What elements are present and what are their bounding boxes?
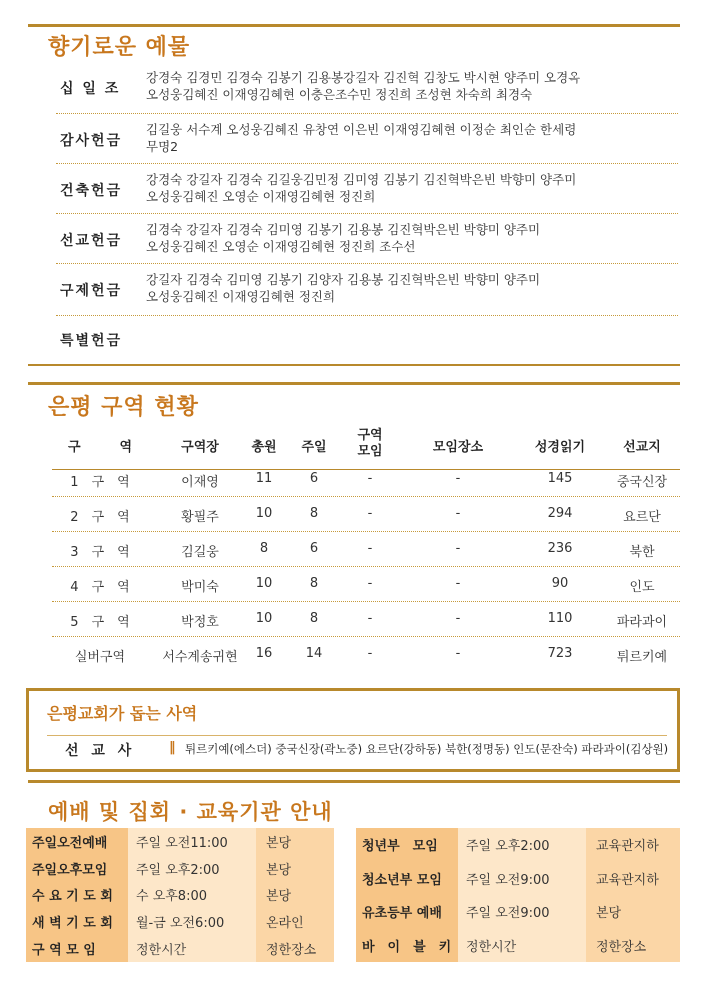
worship-place: 교육관지하: [586, 828, 680, 862]
worship-table-right: [356, 828, 680, 962]
mission-text: 튀르키예(에스더) 중국신장(곽노중) 요르단(강하동) 북한(정명동) 인도(문잔숙) 파라과이(김상원): [185, 742, 669, 756]
district-cell-bible: 90: [551, 576, 569, 591]
offering-label: 십 일 조: [60, 81, 121, 97]
worship-row: [356, 828, 680, 862]
worship-time: 주일 오전9:00: [458, 895, 586, 929]
mission-box: [26, 688, 680, 772]
district-cell-bible: 145: [547, 471, 573, 486]
worship-row: [26, 855, 334, 882]
district-cell-meeting: -: [367, 646, 373, 661]
worship-time: 수 오후8:00: [128, 882, 256, 909]
district-cell-district: 2 구 역: [70, 510, 130, 525]
worship-row: [356, 929, 680, 963]
district-cell-district: 1 구 역: [70, 475, 130, 490]
district-cell-sunday: 14: [305, 646, 323, 661]
district-cell-leader: 황필주: [181, 510, 219, 525]
district-cell-district: 5 구 역: [70, 615, 130, 630]
worship-time: 정한시간: [458, 929, 586, 963]
worship-time: 주일 오전9:00: [458, 862, 586, 896]
district-cell-leader: 이재영: [181, 475, 219, 490]
district-cell-leader: 김길웅: [181, 545, 219, 560]
worship-label: 수 요 기 도 회: [26, 882, 128, 909]
district-cell-district: 실버구역: [74, 650, 126, 665]
district-cell-meeting: -: [367, 506, 373, 521]
district-cell-sunday: 8: [309, 506, 319, 521]
mission-title: 은평교회가 돕는 사역: [47, 704, 198, 723]
worship-label: 유초등부 예배: [356, 895, 458, 929]
district-cell-total: 10: [255, 576, 273, 591]
worship-time: 주일 오전11:00: [128, 828, 256, 855]
worship-time: 정한시간: [128, 935, 256, 962]
worship-row: [26, 908, 334, 935]
offering-names-line: 강경숙 강길자 김경숙 김길웅김민정 김미영 김봉기 김진혁박은빈 박향미 양주미: [146, 172, 577, 187]
header-place: 모임장소: [432, 440, 484, 455]
district-cell-mission: 중국신장: [616, 475, 668, 490]
district-cell-place: -: [455, 646, 461, 661]
offering-row: [56, 114, 678, 164]
district-cell-place: -: [455, 471, 461, 486]
header-bible: 성경읽기: [534, 440, 586, 455]
district-cell-place: -: [455, 541, 461, 556]
worship-row: [26, 935, 334, 962]
district-cell-sunday: 8: [309, 611, 319, 626]
worship-place: 교육관지하: [586, 862, 680, 896]
worship-label: 구 역 모 임: [26, 935, 128, 962]
offering-names: [146, 221, 666, 255]
offering-label: 구제헌금: [60, 283, 123, 299]
worship-time: 주일 오후2:00: [128, 855, 256, 882]
worship-row: [356, 895, 680, 929]
offering-names: [146, 271, 666, 305]
district-cell-meeting: -: [367, 471, 373, 486]
district-cell-mission: 인도: [629, 580, 655, 595]
offering-row: [56, 316, 678, 362]
district-cell-total: 11: [255, 471, 273, 486]
offering-names: [146, 69, 666, 103]
district-cell-mission: 북한: [629, 545, 655, 560]
district-row: [52, 637, 680, 672]
worship-row: [26, 828, 334, 855]
section-rule: [28, 382, 680, 385]
district-cell-leader: 박정호: [181, 615, 219, 630]
district-row: [52, 462, 680, 497]
offerings-title: 향기로운 예물: [48, 35, 191, 60]
district-cell-place: -: [455, 506, 461, 521]
district-cell-bible: 723: [547, 646, 573, 661]
header-meeting-a: 구역: [357, 428, 383, 443]
worship-place: 본당: [586, 895, 680, 929]
district-cell-sunday: 8: [309, 576, 319, 591]
offering-label: 건축헌금: [60, 183, 123, 199]
district-cell-bible: 236: [547, 541, 573, 556]
header-mission: 선교지: [623, 440, 661, 455]
offering-row: [56, 62, 678, 114]
worship-time: 주일 오후2:00: [458, 828, 586, 862]
offering-label: 특별헌금: [60, 333, 123, 349]
district-cell-total: 10: [255, 611, 273, 626]
worship-label: 새 벽 기 도 회: [26, 908, 128, 935]
district-cell-meeting: -: [367, 576, 373, 591]
district-cell-meeting: -: [367, 541, 373, 556]
district-cell-district: 3 구 역: [70, 545, 130, 560]
offering-names-line: 오성웅김혜진 이재영김혜현 정진희: [146, 289, 336, 304]
districts-title: 은평 구역 현황: [48, 395, 199, 420]
worship-place: 온라인: [256, 908, 334, 935]
offering-names: [146, 121, 666, 155]
district-cell-mission: 요르단: [623, 510, 661, 525]
worship-place: 본당: [256, 828, 334, 855]
header-leader: 구역장: [181, 440, 219, 455]
worship-label: 청년부 모임: [356, 828, 458, 862]
offering-names-line: 강경숙 김경민 김경숙 김봉기 김용봉강길자 김진혁 김창도 박시현 양주미 오경옥: [146, 70, 581, 85]
worship-label: 주일오후모임: [26, 855, 128, 882]
district-cell-mission: 튀르키예: [616, 650, 668, 665]
district-cell-place: -: [455, 611, 461, 626]
offering-label: 감사헌금: [60, 133, 123, 149]
district-cell-leader: 박미숙: [181, 580, 219, 595]
district-row: [52, 567, 680, 602]
offering-names-line: 김길웅 서수계 오성웅김혜진 유창연 이은빈 이재영김혜현 이정순 최인순 한세령: [146, 122, 577, 137]
worship-table-left: [26, 828, 334, 962]
section-rule: [28, 364, 680, 366]
mission-label: 선 교 사: [65, 743, 136, 759]
worship-row: [356, 862, 680, 896]
district-cell-sunday: 6: [309, 541, 319, 556]
offering-names-line: 오성웅김혜진 오영순 이재영김혜현 정진희: [146, 189, 376, 204]
district-cell-meeting: -: [367, 611, 373, 626]
offering-row: [56, 264, 678, 316]
district-cell-leader: 서수계송귀현: [162, 650, 238, 665]
mission-separator: ‖: [169, 740, 176, 755]
offering-names-line: 오성웅김혜진 오영순 이재영김혜현 정진희 조수선: [146, 239, 416, 254]
district-cell-total: 10: [255, 506, 273, 521]
district-cell-total: 16: [255, 646, 273, 661]
worship-title: 예배 및 집회 · 교육기관 안내: [48, 800, 333, 824]
worship-label: 주일오전예배: [26, 828, 128, 855]
worship-row: [26, 882, 334, 909]
worship-time: 월-금 오전6:00: [128, 908, 256, 935]
header-district: 구 역: [67, 440, 133, 455]
mission-line: [47, 735, 667, 757]
offering-names-line: 강길자 김경숙 김미영 김봉기 김양자 김용봉 김진혁박은빈 박향미 양주미: [146, 272, 541, 287]
worship-place: 정한장소: [256, 935, 334, 962]
district-cell-district: 4 구 역: [70, 580, 130, 595]
offering-row: [56, 214, 678, 264]
district-cell-total: 8: [259, 541, 269, 556]
district-row: [52, 532, 680, 567]
offering-names-line: 무명2: [146, 139, 179, 154]
district-cell-bible: 294: [547, 506, 573, 521]
worship-label: 바 이 블 키: [356, 929, 458, 963]
worship-label: 청소년부 모임: [356, 862, 458, 896]
offering-row: [56, 164, 678, 214]
section-rule: [28, 780, 680, 783]
header-sunday: 주일: [301, 440, 327, 455]
offering-names-line: 오성웅김혜진 이재영김혜현 이충은조수민 정진희 조성현 차숙희 최경숙: [146, 87, 533, 102]
offering-names: [146, 171, 666, 205]
worship-place: 본당: [256, 882, 334, 909]
district-row: [52, 497, 680, 532]
worship-place: 본당: [256, 855, 334, 882]
offering-names-line: 김경숙 강길자 김경숙 김미영 김봉기 김용봉 김진혁박은빈 박향미 양주미: [146, 222, 541, 237]
section-rule: [28, 24, 680, 27]
offering-label: 선교헌금: [60, 233, 123, 249]
header-meeting-b: 모임: [357, 444, 383, 459]
header-total: 총원: [251, 440, 277, 455]
district-cell-place: -: [455, 576, 461, 591]
district-cell-bible: 110: [547, 611, 573, 626]
district-cell-mission: 파라과이: [616, 615, 668, 630]
worship-place: 정한장소: [586, 929, 680, 963]
district-row: [52, 602, 680, 637]
district-cell-sunday: 6: [309, 471, 319, 486]
